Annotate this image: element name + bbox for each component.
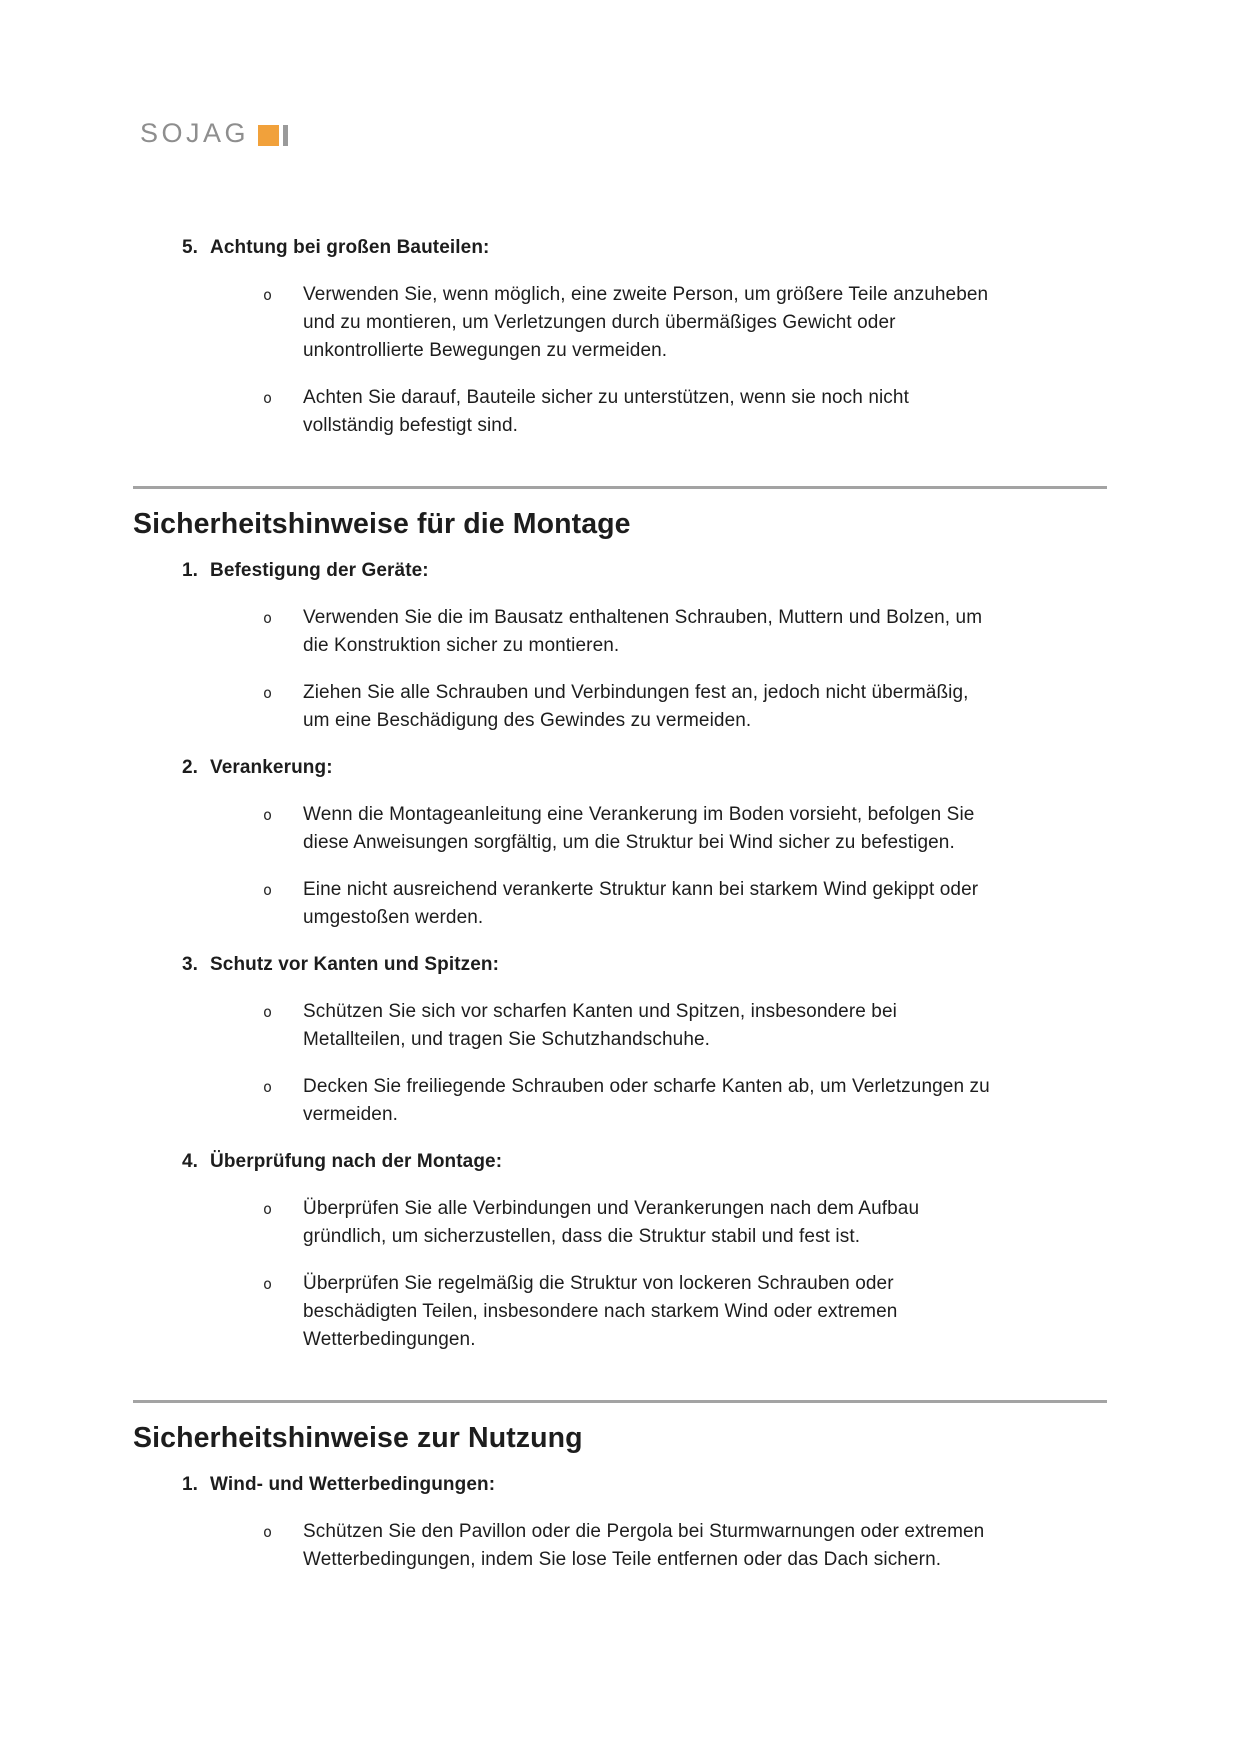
bullet-line: Verwenden Sie die im Bausatz enthaltenen Schrauben, Muttern und Bolzen, um: [303, 607, 983, 628]
bullet-item: [263, 1270, 1107, 1354]
bullet-line: und zu montieren, um Verletzungen durch übermäßiges Gewicht oder: [303, 312, 896, 333]
bullet-line: Wenn die Montageanleitung eine Verankerung im Boden vorsieht, befolgen Sie: [303, 804, 975, 825]
section-heading: Sicherheitshinweise für die Montage: [133, 508, 631, 540]
item-title: Befestigung der Geräte:: [210, 560, 429, 581]
item-head: [182, 951, 1107, 979]
bullet-text: [303, 876, 978, 932]
bullet-marker: o: [263, 1200, 273, 1218]
bullet-line: Eine nicht ausreichend verankerte Struktur kann bei starkem Wind gekippt oder: [303, 879, 979, 900]
bullet-marker: o: [263, 389, 273, 407]
bullet-marker: o: [263, 609, 273, 627]
bullet-marker: o: [263, 1078, 273, 1096]
bullet-item: [263, 998, 1107, 1054]
section-heading: Sicherheitshinweise zur Nutzung: [133, 1422, 583, 1454]
bullet-line: Überprüfen Sie alle Verbindungen und Verankerungen nach dem Aufbau: [303, 1198, 920, 1219]
bullet-line: vermeiden.: [303, 1104, 398, 1125]
numbered-item: [133, 1148, 1107, 1354]
bullet-marker: o: [263, 1523, 273, 1541]
item-head: [182, 1148, 1107, 1176]
bullet-line: Schützen Sie den Pavillon oder die Pergola bei Sturmwarnungen oder extremen: [303, 1521, 985, 1542]
item-title: Wind- und Wetterbedingungen:: [210, 1474, 496, 1495]
numbered-item: [133, 1471, 1107, 1574]
numbered-item: [133, 234, 1107, 440]
bullet-text: [303, 1270, 897, 1354]
bullet-line: beschädigten Teilen, insbesondere nach starkem Wind oder extremen: [303, 1301, 898, 1322]
item-number: 1.: [182, 560, 199, 581]
bullet-text: [303, 1518, 984, 1574]
item-head: [182, 1471, 1107, 1499]
bullet-marker: o: [263, 1003, 273, 1021]
bullet-line: Achten Sie darauf, Bauteile sicher zu unterstützen, wenn sie noch nicht: [303, 387, 909, 408]
bullet-text: [303, 604, 982, 660]
bullet-marker: o: [263, 684, 273, 702]
section-divider: [133, 1400, 1107, 1403]
logo-orange-square-icon: [258, 125, 279, 146]
bullet-text: [303, 384, 909, 440]
bullet-line: die Konstruktion sicher zu montieren.: [303, 635, 620, 656]
bullet-text: [303, 1073, 990, 1129]
item-head: [182, 234, 1107, 262]
bullet-line: vollständig befestigt sind.: [303, 415, 518, 436]
bullet-line: unkontrollierte Bewegungen zu vermeiden.: [303, 340, 668, 361]
item-title: Überprüfung nach der Montage:: [210, 1151, 503, 1172]
bullet-item: [263, 1195, 1107, 1251]
bullet-item: [263, 1073, 1107, 1129]
bullet-marker: o: [263, 286, 273, 304]
item-number: 2.: [182, 757, 199, 778]
bullet-item: [263, 384, 1107, 440]
bullet-marker: o: [263, 806, 273, 824]
bullet-line: Überprüfen Sie regelmäßig die Struktur von lockeren Schrauben oder: [303, 1273, 894, 1294]
bullet-text: [303, 1195, 919, 1251]
bullet-line: Verwenden Sie, wenn möglich, eine zweite Person, um größere Teile anzuheben: [303, 284, 989, 305]
bullet-text: [303, 679, 969, 735]
logo-gray-bar-icon: [283, 125, 288, 146]
item-title: Verankerung:: [210, 757, 333, 778]
bullet-text: [303, 801, 974, 857]
item-head: [182, 754, 1107, 782]
bullet-line: Wetterbedingungen.: [303, 1329, 476, 1350]
section-divider: [133, 486, 1107, 489]
bullet-item: [263, 876, 1107, 932]
item-title: Achtung bei großen Bauteilen:: [210, 237, 490, 258]
bullet-line: umgestoßen werden.: [303, 907, 484, 928]
bullet-text: [303, 998, 897, 1054]
numbered-item: [133, 754, 1107, 932]
bullet-line: Decken Sie freiliegende Schrauben oder scharfe Kanten ab, um Verletzungen zu: [303, 1076, 990, 1097]
item-number: 3.: [182, 954, 199, 975]
bullet-text: [303, 281, 988, 365]
item-number: 5.: [182, 237, 199, 258]
item-number: 4.: [182, 1151, 199, 1172]
bullet-item: [263, 801, 1107, 857]
bullet-line: Metallteilen, und tragen Sie Schutzhandschuhe.: [303, 1029, 711, 1050]
bullet-line: Wetterbedingungen, indem Sie lose Teile entfernen oder das Dach sichern.: [303, 1549, 942, 1570]
logo-brand-text: SOJAG: [140, 118, 250, 148]
sojag-logo: [140, 120, 288, 147]
bullet-item: [263, 604, 1107, 660]
item-head: [182, 557, 1107, 585]
numbered-item: [133, 951, 1107, 1129]
bullet-marker: o: [263, 1275, 273, 1293]
bullet-marker: o: [263, 881, 273, 899]
bullet-line: diese Anweisungen sorgfältig, um die Struktur bei Wind sicher zu befestigen.: [303, 832, 955, 853]
bullet-line: gründlich, um sicherzustellen, dass die Struktur stabil und fest ist.: [303, 1226, 861, 1247]
bullet-item: [263, 679, 1107, 735]
bullet-item: [263, 1518, 1107, 1574]
numbered-item: [133, 557, 1107, 735]
bullet-line: Schützen Sie sich vor scharfen Kanten und Spitzen, insbesondere bei: [303, 1001, 897, 1022]
item-number: 1.: [182, 1474, 199, 1495]
bullet-item: [263, 281, 1107, 365]
item-title: Schutz vor Kanten und Spitzen:: [210, 954, 500, 975]
bullet-line: um eine Beschädigung des Gewindes zu vermeiden.: [303, 710, 752, 731]
bullet-line: Ziehen Sie alle Schrauben und Verbindungen fest an, jedoch nicht übermäßig,: [303, 682, 969, 703]
